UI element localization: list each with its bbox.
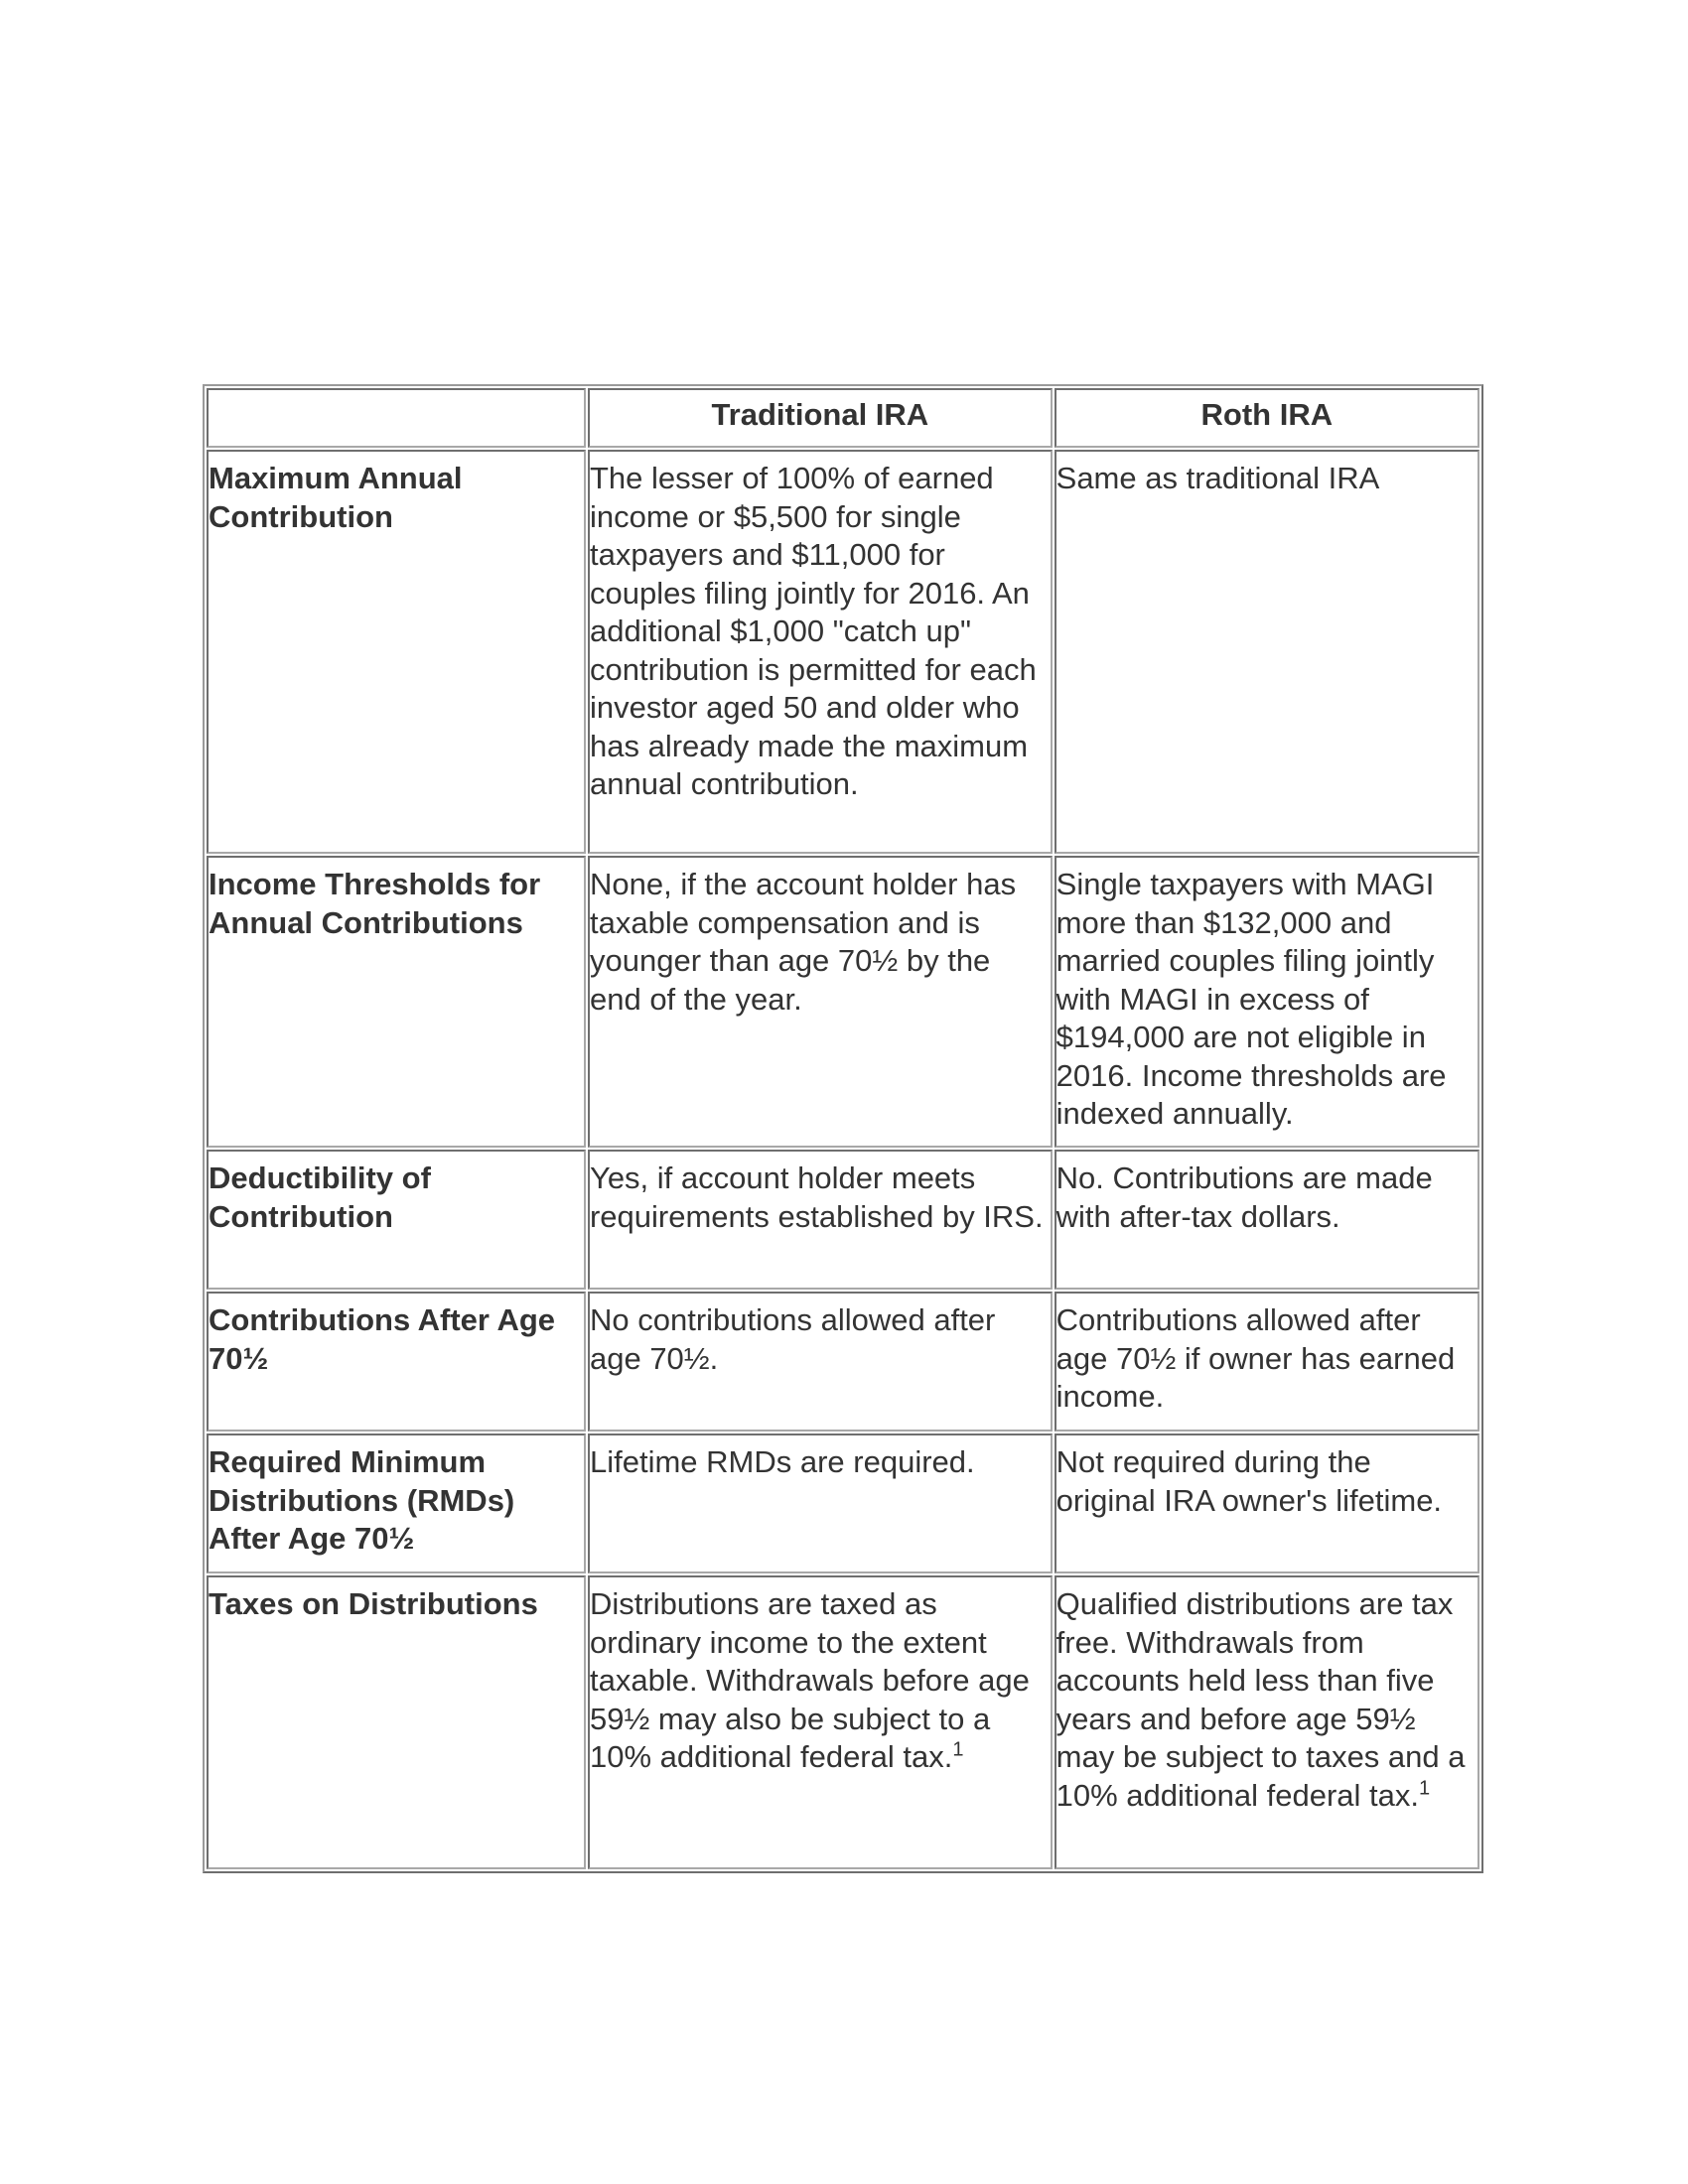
footnote-mark: 1 [952, 1738, 964, 1761]
row-label: Deductibility of Contribution [207, 1150, 586, 1290]
roth-cell: No. Contributions are made with after-tax dollars. [1055, 1150, 1479, 1290]
header-roth-ira: Roth IRA [1055, 388, 1479, 448]
header-traditional-ira: Traditional IRA [588, 388, 1053, 448]
traditional-text: Distributions are taxed as ordinary income to the extent taxable. Withdrawals before age 59½ may also be subject to a 10% additional federal tax. [589, 1586, 1030, 1774]
roth-text: Qualified distributions are tax free. Withdrawals from accounts held less than five years and before age 59½ may be subject to taxes and a 10% additional federal tax. [1055, 1586, 1466, 1813]
table-row [207, 450, 1479, 854]
table-row [207, 856, 1479, 1148]
traditional-cell: None, if the account holder has taxable compensation and is younger than age 70½ by the end of the year. [588, 856, 1053, 1148]
ira-comparison-table [203, 384, 1483, 1873]
row-label: Contributions After Age 70½ [207, 1292, 586, 1432]
roth-cell: Single taxpayers with MAGI more than $132,000 and married couples filing jointly with MAGI in excess of $194,000 are not eligible in 2016. Income thresholds are indexed annually. [1055, 856, 1479, 1148]
traditional-cell [588, 1575, 1053, 1869]
footnote-mark: 1 [1419, 1777, 1431, 1800]
table-row [207, 1150, 1479, 1290]
table-row [207, 1575, 1479, 1869]
header-empty-cell [207, 388, 586, 448]
roth-cell: Contributions allowed after age 70½ if owner has earned income. [1055, 1292, 1479, 1432]
traditional-cell: Lifetime RMDs are required. [588, 1433, 1053, 1573]
roth-cell [1055, 1575, 1479, 1869]
header-row [207, 388, 1479, 448]
row-label: Maximum Annual Contribution [207, 450, 586, 854]
row-label: Income Thresholds for Annual Contributions [207, 856, 586, 1148]
table-row [207, 1292, 1479, 1432]
roth-cell: Same as traditional IRA [1055, 450, 1479, 854]
table-row [207, 1433, 1479, 1573]
traditional-cell: The lesser of 100% of earned income or $5,500 for single taxpayers and $11,000 for couples filing jointly for 2016. An additional $1,000 "catch up" contribution is permitted for each investor aged 50 and older who has already made the maximum annual contribution. [588, 450, 1053, 854]
traditional-cell: No contributions allowed after age 70½. [588, 1292, 1053, 1432]
row-label: Required Minimum Distributions (RMDs) After Age 70½ [207, 1433, 586, 1573]
roth-cell: Not required during the original IRA owner's lifetime. [1055, 1433, 1479, 1573]
traditional-cell: Yes, if account holder meets requirements established by IRS. [588, 1150, 1053, 1290]
row-label: Taxes on Distributions [207, 1575, 586, 1869]
